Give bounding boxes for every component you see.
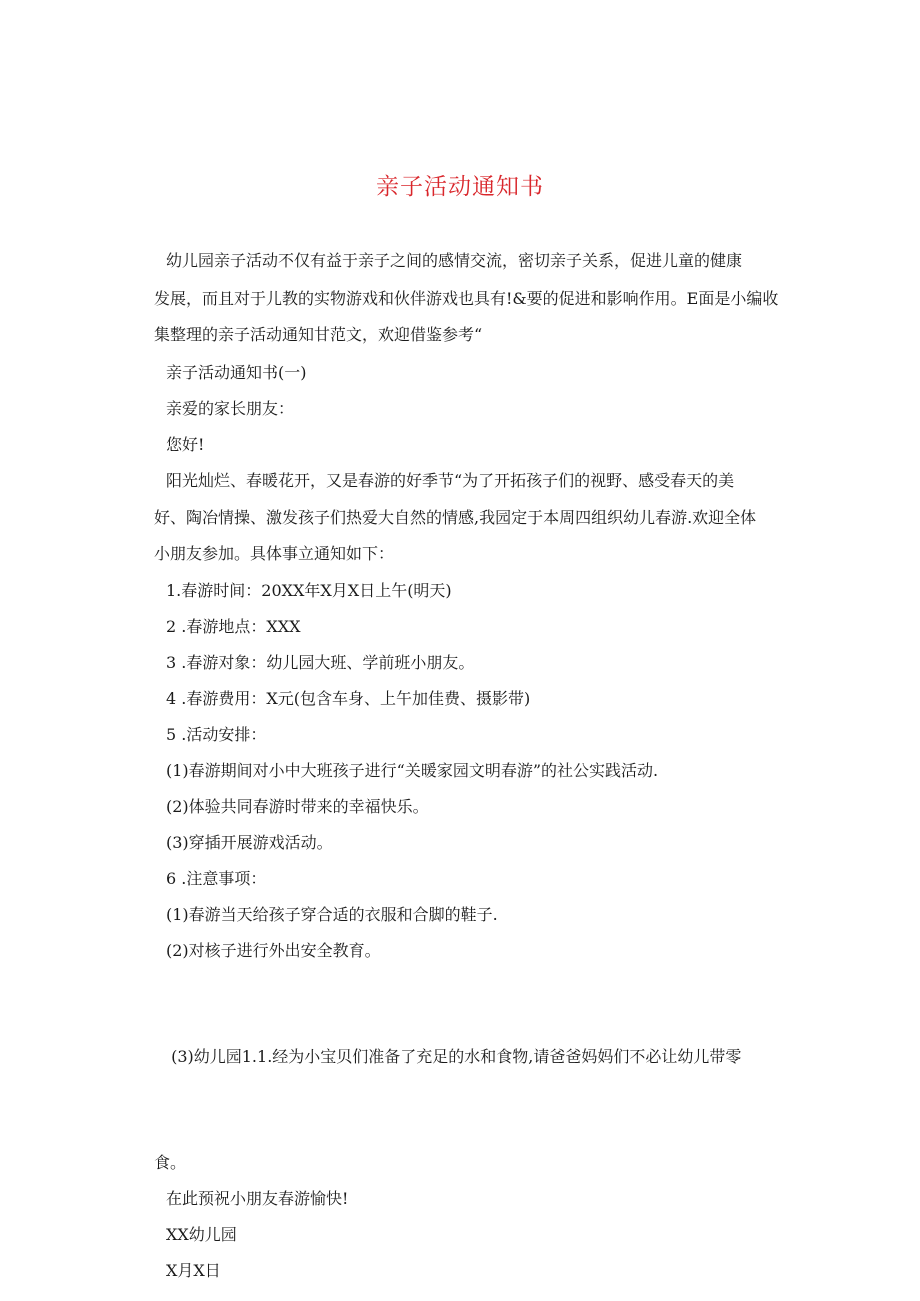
list-item: (1)春游期间对小中大班孩子进行“关暖家园文明春游”的社公实践活动. xyxy=(166,760,659,780)
list-item: 1.春游时间：20XX年X月X日上午(明天) xyxy=(166,580,452,600)
document-body xyxy=(154,243,794,1289)
list-item: (3)穿插开展游戏活动。 xyxy=(166,832,333,852)
greeting: 您好! xyxy=(166,434,205,454)
list-item: 2 .春游地点：XXX xyxy=(166,616,301,636)
list-item-line: 食。 xyxy=(154,1152,187,1172)
intro-line: 发展，而且对于儿教的实物游戏和伙伴游戏也具有!&要的促进和影响作用。E面是小编收 xyxy=(154,288,779,308)
intro-paragraph xyxy=(158,243,794,280)
list-item: 6 .注意事项： xyxy=(166,868,267,888)
intro-line: 幼儿园亲子活动不仅有益于亲子之间的感情交流，密切亲子关系，促进儿童的健康 xyxy=(166,251,743,270)
list-item: (1)春游当天给孩子穿合适的衣服和合脚的鞋子. xyxy=(166,904,498,924)
list-item-wrapped xyxy=(166,969,794,1144)
date: X月X日 xyxy=(166,1260,221,1280)
list-item: 4 .春游费用：X元(包含车身、上午加佳费、摄影带) xyxy=(166,688,531,708)
list-item-wrapped-continued xyxy=(154,1145,794,1180)
salutation: 亲爱的家长朋友： xyxy=(166,398,295,418)
notice-line: 小朋友参加。具体事立通知如下： xyxy=(154,543,395,563)
section-heading: 亲子活动通知书(一) xyxy=(166,362,307,382)
list-item: (2)体验共同春游时带来的幸福快乐。 xyxy=(166,796,429,816)
notice-line: 好、陶冶情操、激发孩子们热爱大自然的情感,我园定于本周四组织幼儿春游.欢迎全体 xyxy=(154,507,757,527)
closing-wish: 在此预祝小朋友春游愉快! xyxy=(166,1188,349,1208)
list-item: 3 .春游对象：幼儿园大班、学前班小朋友。 xyxy=(166,652,475,672)
signature: XX幼儿园 xyxy=(166,1224,237,1244)
notice-paragraph-continued xyxy=(154,500,794,572)
list-item: (2)对核子进行外出安全教育。 xyxy=(166,940,381,960)
list-item-line: (3)幼儿园1.1.经为小宝贝们准备了充足的水和食物,请爸爸妈妈们不必让幼儿带零 xyxy=(166,1046,742,1066)
list-item: 5 .活动安排： xyxy=(166,724,267,744)
intro-line: 集整理的亲子活动通知甘范文，欢迎借鉴参考“ xyxy=(154,325,483,344)
notice-paragraph xyxy=(158,463,794,499)
intro-paragraph-continued xyxy=(154,281,794,354)
notice-line: 阳光灿烂、春暖花开，又是春游的好季节“为了开拓孩子们的视野、感受春天的美 xyxy=(166,470,735,490)
document-title: 亲子活动通知书 xyxy=(376,174,544,200)
